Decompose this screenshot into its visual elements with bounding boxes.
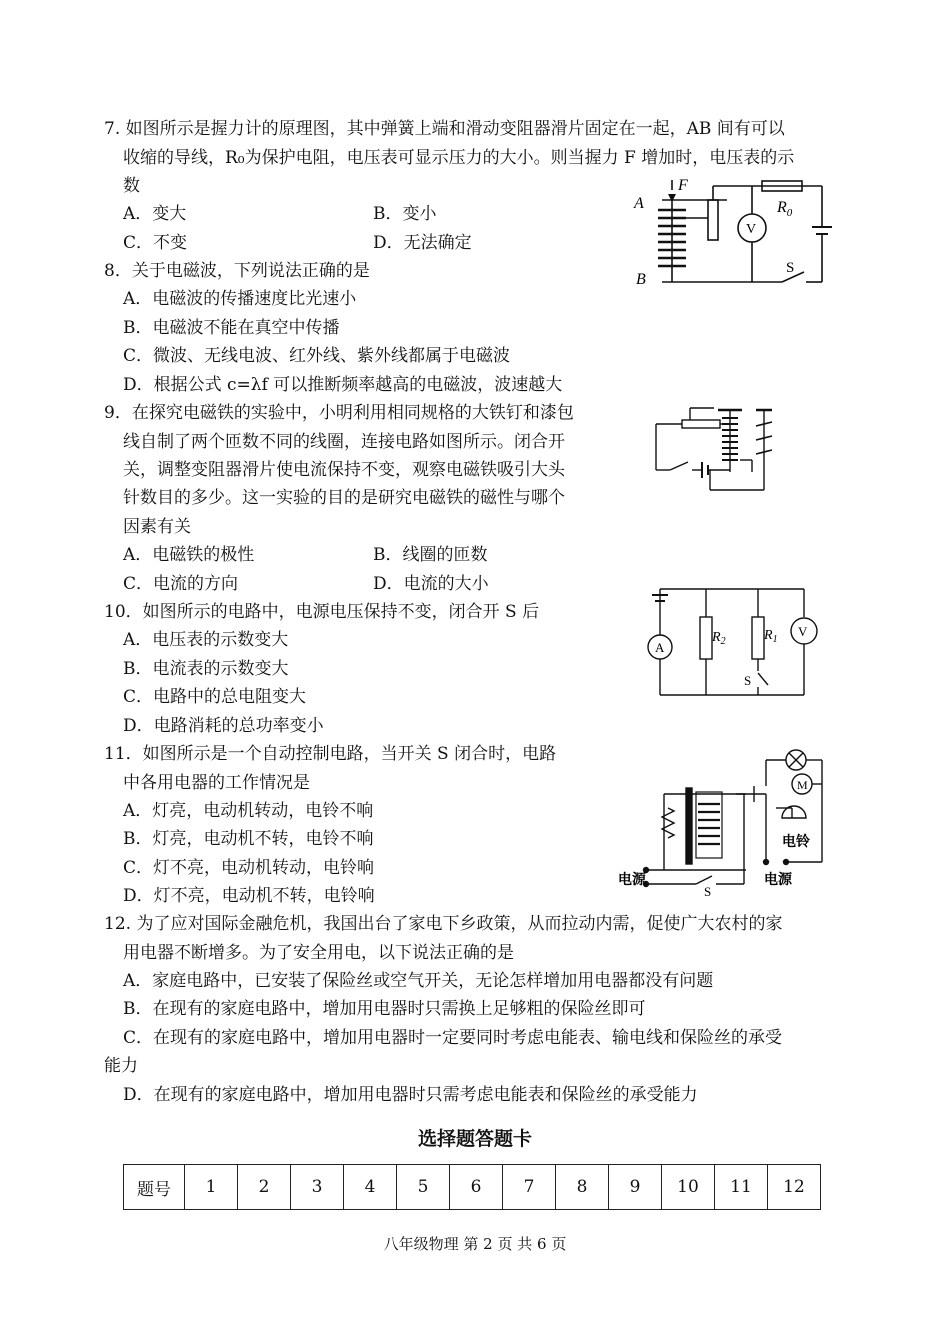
- q8-option-b: B．电磁波不能在真空中传播: [123, 318, 340, 338]
- fig11-bell-label: 电铃: [782, 835, 810, 850]
- fig10-label-r1: $R_1$: [764, 628, 778, 645]
- q8-stem: 8．关于电磁波，下列说法正确的是: [104, 261, 370, 281]
- q9-stem-line-2: 线自制了两个匝数不同的线圈，连接电路如图所示。闭合开: [123, 432, 565, 452]
- answer-card-row: [124, 1165, 821, 1210]
- q11-option-d: D．灯不亮，电动机不转，电铃响: [123, 886, 375, 906]
- answer-card-title: 选择题答题卡: [417, 1128, 532, 1150]
- q7-stem-line-2: 收缩的导线，R₀为保护电阻，电压表可显示压力的大小。则当握力 F 增加时，电压表的示: [123, 148, 795, 168]
- auto-control-circuit-figure: [616, 746, 830, 898]
- q8-option-a: A．电磁波的传播速度比光速小: [123, 289, 357, 309]
- fig7-label-a: A: [634, 195, 644, 212]
- fig7-label-b: B: [636, 271, 646, 288]
- q8-option-d: D．根据公式 c=λf 可以推断频率越高的电磁波，波速越大: [123, 375, 563, 395]
- fig11-left-source-label: 电源: [618, 873, 646, 888]
- fig7-label-r0: $R_0$: [777, 199, 793, 219]
- answer-cell-4[interactable]: 4: [344, 1165, 397, 1210]
- q12-option-c-line-2: 能力: [104, 1056, 138, 1076]
- answer-cell-7[interactable]: 7: [503, 1165, 556, 1210]
- answer-cell-2[interactable]: 2: [238, 1165, 291, 1210]
- q9-stem-line-1: 9．在探究电磁铁的实验中，小明利用相同规格的大铁钉和漆包: [104, 403, 574, 423]
- answer-cell-10[interactable]: 10: [662, 1165, 715, 1210]
- q7-stem-line-3: 数: [123, 176, 140, 196]
- q10-option-c: C．电路中的总电阻变大: [123, 687, 307, 707]
- q10-stem: 10．如图所示的电路中，电源电压保持不变，闭合开 S 后: [104, 602, 540, 622]
- q9-option-d: D．电流的大小: [373, 574, 489, 594]
- q9-stem-line-4: 针数目的多少。这一实验的目的是研究电磁铁的磁性与哪个: [123, 488, 565, 508]
- fig7-label-s: S: [786, 260, 795, 276]
- fig11-right-source-label: 电源: [764, 873, 792, 888]
- q12-option-d: D．在现有的家庭电路中，增加用电器时只需考虑电能表和保险丝的承受能力: [123, 1085, 698, 1105]
- q9-option-a: A．电磁铁的极性: [123, 545, 255, 565]
- q9-stem-line-3: 关，调整变阻器滑片使电流保持不变，观察电磁铁吸引大头: [123, 460, 565, 480]
- fig10-voltmeter-label: V: [798, 624, 808, 639]
- page-footer: 八年级物理 第 2 页 共 6 页: [383, 1235, 567, 1253]
- q9-option-c: C．电流的方向: [123, 574, 239, 594]
- q7-stem-line-1: 7. 如图所示是握力计的原理图，其中弹簧上端和滑动变阻器滑片固定在一起，AB 间有可以: [104, 119, 785, 139]
- q8-option-c: C．微波、无线电波、红外线、紫外线都属于电磁波: [123, 346, 511, 366]
- fig7-voltmeter-label: V: [746, 222, 757, 237]
- q7-option-b: B．变小: [373, 204, 437, 224]
- fig10-label-r2: $R_2$: [712, 630, 726, 647]
- fig7-label-f: F: [678, 177, 688, 194]
- electromagnet-circuit-figure: [652, 402, 832, 494]
- q11-option-a: A．灯亮，电动机转动，电铃不响: [123, 801, 374, 821]
- answer-cell-11[interactable]: 11: [715, 1165, 768, 1210]
- answer-cell-12[interactable]: 12: [768, 1165, 821, 1210]
- answer-cell-1[interactable]: 1: [185, 1165, 238, 1210]
- q10-option-a: A．电压表的示数变大: [123, 630, 289, 650]
- answer-cell-6[interactable]: 6: [450, 1165, 503, 1210]
- q11-stem-line-1: 11．如图所示是一个自动控制电路，当开关 S 闭合时，电路: [104, 744, 557, 764]
- fig11-motor-label: M: [797, 778, 808, 792]
- q7-option-c: C．不变: [123, 233, 188, 253]
- q9-option-b: B．线圈的匝数: [373, 545, 488, 565]
- answer-card-table: [123, 1164, 821, 1210]
- answer-cell-3[interactable]: 3: [291, 1165, 344, 1210]
- answer-card-header: 题号: [124, 1165, 185, 1210]
- grip-meter-circuit-figure: [632, 172, 832, 290]
- q10-option-b: B．电流表的示数变大: [123, 659, 289, 679]
- parallel-circuit-figure: [644, 585, 828, 699]
- fig10-ammeter-label: A: [655, 640, 665, 655]
- q7-option-d: D．无法确定: [373, 233, 472, 253]
- fig10-label-s: S: [744, 673, 752, 688]
- q11-option-c: C．灯不亮，电动机转动，电铃响: [123, 858, 375, 878]
- q11-stem-line-2: 中各用电器的工作情况是: [123, 773, 310, 793]
- q12-option-a: A．家庭电路中，已安装了保险丝或空气开关，无论怎样增加用电器都没有问题: [123, 971, 714, 991]
- q11-option-b: B．灯亮，电动机不转，电铃不响: [123, 829, 374, 849]
- answer-cell-5[interactable]: 5: [397, 1165, 450, 1210]
- q7-option-a: A．变大: [123, 204, 187, 224]
- fig11-label-s: S: [704, 884, 712, 898]
- q10-option-d: D．电路消耗的总功率变小: [123, 716, 324, 736]
- q12-stem-line-2: 用电器不断增多。为了安全用电，以下说法正确的是: [123, 943, 514, 963]
- answer-cell-8[interactable]: 8: [556, 1165, 609, 1210]
- q12-stem-line-1: 12. 为了应对国际金融危机，我国出台了家电下乡政策，从而拉动内需，促使广大农村的家: [104, 914, 783, 934]
- q9-stem-line-5: 因素有关: [123, 517, 191, 537]
- q12-option-b: B．在现有的家庭电路中，增加用电器时只需换上足够粗的保险丝即可: [123, 999, 646, 1019]
- answer-cell-9[interactable]: 9: [609, 1165, 662, 1210]
- q12-option-c-line-1: C．在现有的家庭电路中，增加用电器时一定要同时考虑电能表、输电线和保险丝的承受: [123, 1028, 783, 1048]
